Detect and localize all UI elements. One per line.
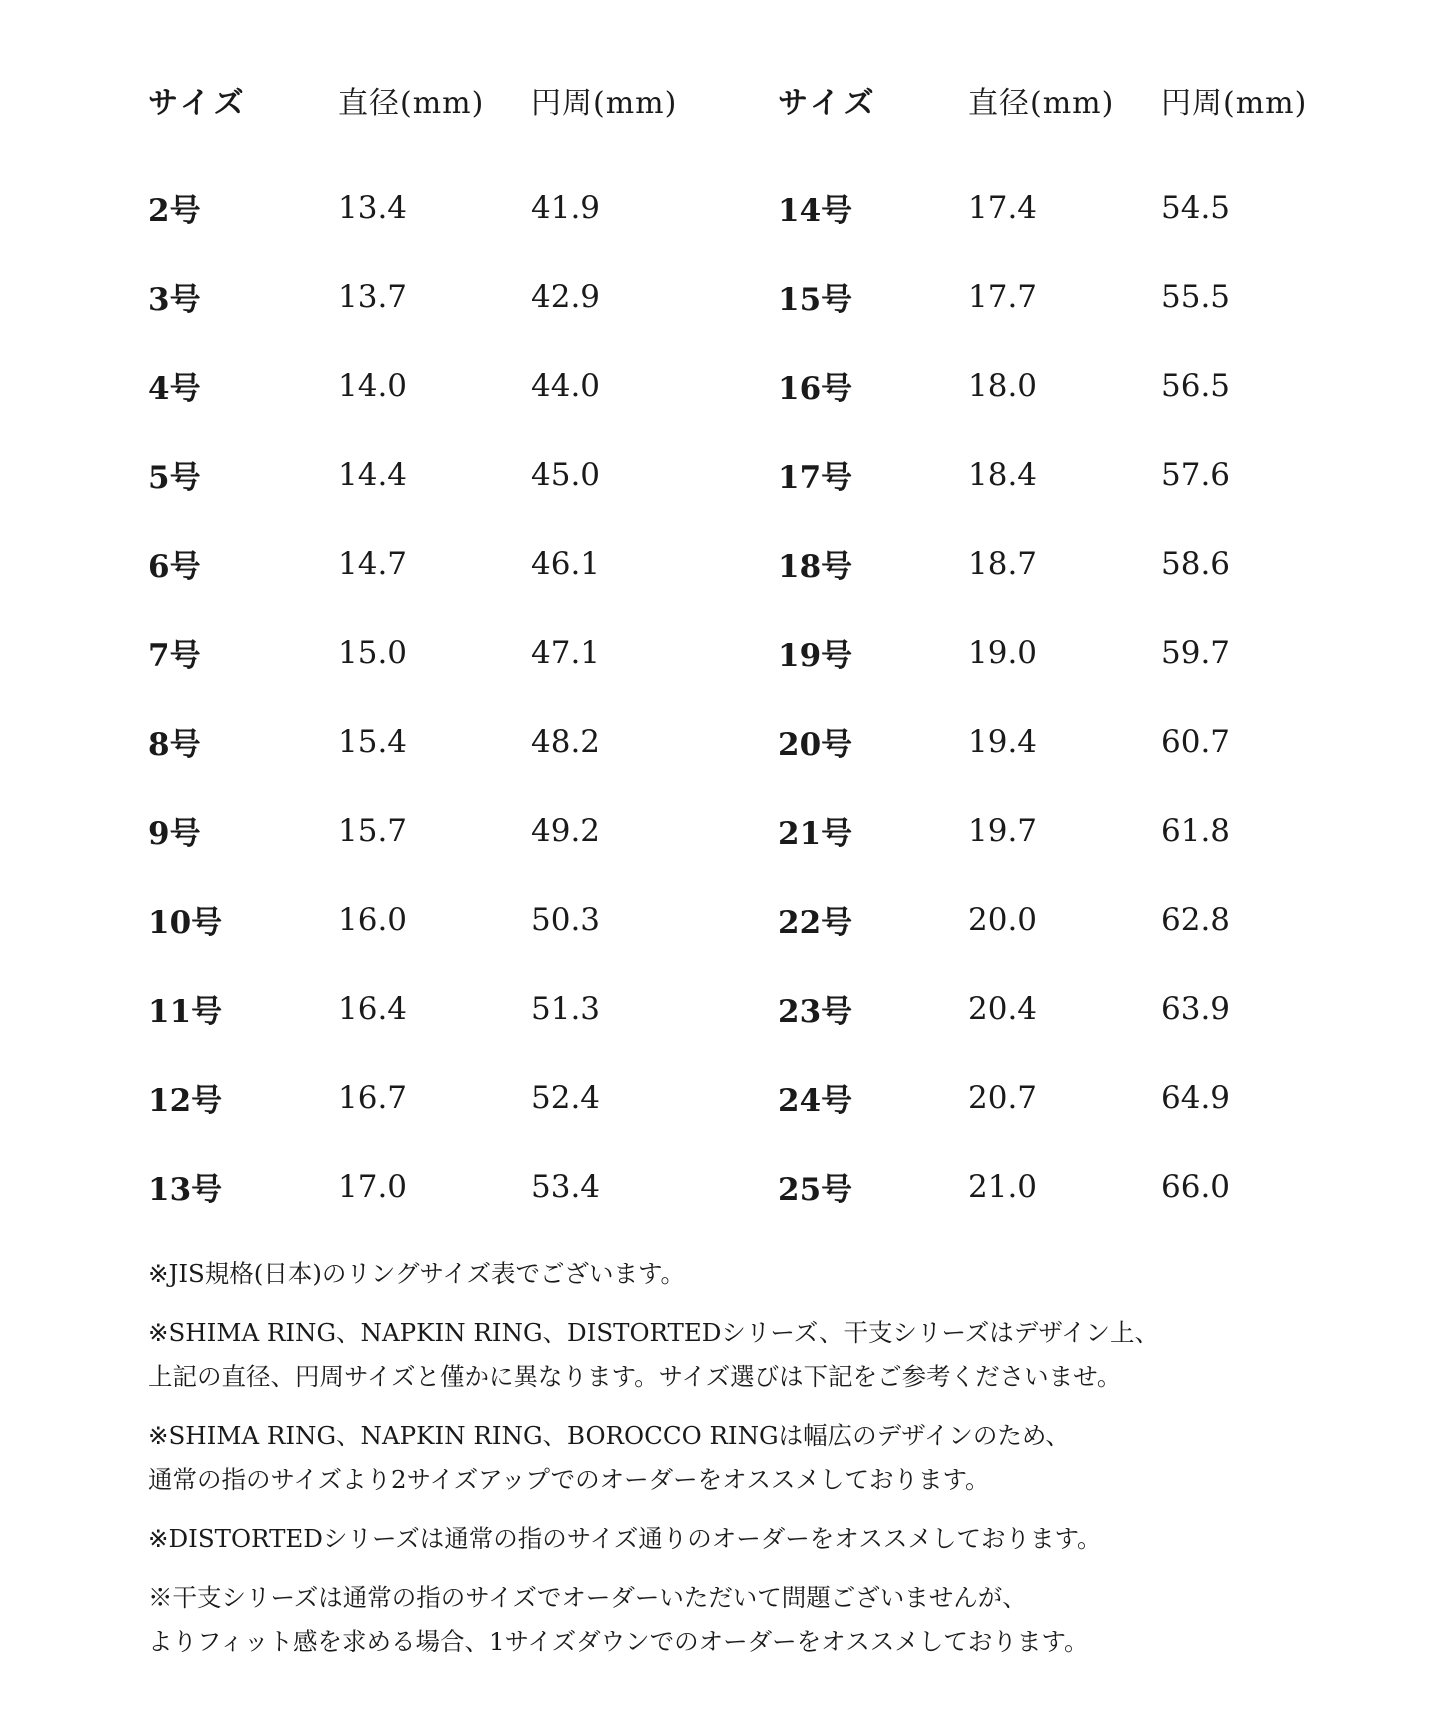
table-row — [778, 252, 1378, 341]
circumference-cell: 59.7 — [1161, 634, 1231, 671]
note-paragraph — [148, 1252, 1348, 1296]
circumference-cell: 66.0 — [1161, 1168, 1231, 1205]
header-size: サイズ — [148, 86, 248, 121]
table-row — [148, 875, 748, 964]
size-cell: 2号 — [148, 193, 201, 229]
diameter-cell: 18.7 — [968, 545, 1038, 582]
circumference-cell: 51.3 — [531, 990, 601, 1027]
table-row — [778, 163, 1378, 252]
diameter-cell: 17.0 — [338, 1168, 408, 1205]
table-header-right — [778, 74, 1378, 126]
diameter-cell: 18.4 — [968, 456, 1038, 493]
diameter-cell: 17.4 — [968, 189, 1038, 226]
table-row — [778, 430, 1378, 519]
table-row — [148, 519, 748, 608]
size-table-left — [148, 74, 748, 1231]
circumference-cell: 50.3 — [531, 901, 601, 938]
note-line: 通常の指のサイズより2サイズアップでのオーダーをオススメしております。 — [148, 1465, 990, 1494]
circumference-cell: 61.8 — [1161, 812, 1231, 849]
table-row — [148, 341, 748, 430]
diameter-cell: 14.7 — [338, 545, 408, 582]
size-cell: 8号 — [148, 727, 201, 763]
size-cell: 21号 — [778, 816, 853, 852]
size-cell: 22号 — [778, 905, 853, 941]
table-row — [148, 786, 748, 875]
note-line: ※JIS規格(日本)のリングサイズ表でございます。 — [148, 1259, 686, 1288]
circumference-cell: 57.6 — [1161, 456, 1231, 493]
size-cell: 7号 — [148, 638, 201, 674]
table-row — [148, 252, 748, 341]
size-table-right — [778, 74, 1378, 1231]
circumference-cell: 48.2 — [531, 723, 601, 760]
table-row — [148, 608, 748, 697]
circumference-cell: 56.5 — [1161, 367, 1231, 404]
diameter-cell: 13.7 — [338, 278, 408, 315]
diameter-cell: 15.4 — [338, 723, 408, 760]
circumference-cell: 52.4 — [531, 1079, 601, 1116]
diameter-cell: 18.0 — [968, 367, 1038, 404]
circumference-cell: 44.0 — [531, 367, 601, 404]
table-row — [778, 1053, 1378, 1142]
size-cell: 3号 — [148, 282, 201, 318]
table-row — [148, 964, 748, 1053]
diameter-cell: 20.4 — [968, 990, 1038, 1027]
table-row — [148, 697, 748, 786]
table-row — [148, 163, 748, 252]
notes-section — [148, 1252, 1348, 1679]
circumference-cell: 64.9 — [1161, 1079, 1231, 1116]
size-cell: 17号 — [778, 460, 853, 496]
circumference-cell: 45.0 — [531, 456, 601, 493]
table-header-left — [148, 74, 748, 126]
table-row — [148, 1142, 748, 1231]
diameter-cell: 19.4 — [968, 723, 1038, 760]
note-line: ※DISTORTEDシリーズは通常の指のサイズ通りのオーダーをオススメしております。 — [148, 1524, 1102, 1553]
circumference-cell: 49.2 — [531, 812, 601, 849]
diameter-cell: 19.0 — [968, 634, 1038, 671]
size-cell: 18号 — [778, 549, 853, 585]
diameter-cell: 20.0 — [968, 901, 1038, 938]
diameter-cell: 21.0 — [968, 1168, 1038, 1205]
size-cell: 4号 — [148, 371, 201, 407]
table-row — [148, 430, 748, 519]
table-row — [148, 1053, 748, 1142]
table-row — [778, 519, 1378, 608]
diameter-cell: 20.7 — [968, 1079, 1038, 1116]
size-cell: 12号 — [148, 1083, 223, 1119]
note-line: ※SHIMA RING、NAPKIN RING、BOROCCO RINGは幅広のデザインのため、 — [148, 1421, 1070, 1450]
diameter-cell: 17.7 — [968, 278, 1038, 315]
diameter-cell: 16.7 — [338, 1079, 408, 1116]
diameter-cell: 15.0 — [338, 634, 408, 671]
note-line: よりフィット感を求める場合、1サイズダウンでのオーダーをオススメしております。 — [148, 1627, 1089, 1656]
diameter-cell: 16.0 — [338, 901, 408, 938]
circumference-cell: 42.9 — [531, 278, 601, 315]
diameter-cell: 16.4 — [338, 990, 408, 1027]
note-line: 上記の直径、円周サイズと僅かに異なります。サイズ選びは下記をご参考くださいませ。 — [148, 1362, 1122, 1391]
size-cell: 20号 — [778, 727, 853, 763]
table-row — [778, 786, 1378, 875]
circumference-cell: 63.9 — [1161, 990, 1231, 1027]
note-line: ※SHIMA RING、NAPKIN RING、DISTORTEDシリーズ、干支シリーズはデザイン上、 — [148, 1318, 1159, 1347]
circumference-cell: 62.8 — [1161, 901, 1231, 938]
circumference-cell: 46.1 — [531, 545, 601, 582]
size-cell: 25号 — [778, 1172, 853, 1208]
note-line: ※干支シリーズは通常の指のサイズでオーダーいただいて問題ございませんが、 — [148, 1583, 1027, 1612]
size-cell: 11号 — [148, 994, 223, 1030]
header-size: サイズ — [778, 86, 878, 121]
table-row — [778, 341, 1378, 430]
size-cell: 15号 — [778, 282, 853, 318]
table-row — [778, 1142, 1378, 1231]
diameter-cell: 13.4 — [338, 189, 408, 226]
header-circumference: 円周(mm) — [1161, 86, 1308, 121]
circumference-cell: 41.9 — [531, 189, 601, 226]
size-cell: 13号 — [148, 1172, 223, 1208]
size-cell: 16号 — [778, 371, 853, 407]
size-cell: 23号 — [778, 994, 853, 1030]
table-row — [778, 697, 1378, 786]
table-row — [778, 608, 1378, 697]
circumference-cell: 60.7 — [1161, 723, 1231, 760]
diameter-cell: 15.7 — [338, 812, 408, 849]
diameter-cell: 14.4 — [338, 456, 408, 493]
header-diameter: 直径(mm) — [968, 86, 1115, 121]
circumference-cell: 53.4 — [531, 1168, 601, 1205]
size-cell: 10号 — [148, 905, 223, 941]
table-body-right — [778, 163, 1378, 1231]
size-cell: 5号 — [148, 460, 201, 496]
note-paragraph — [148, 1414, 1348, 1502]
note-paragraph — [148, 1517, 1348, 1561]
size-cell: 9号 — [148, 816, 201, 852]
header-circumference: 円周(mm) — [531, 86, 678, 121]
size-cell: 24号 — [778, 1083, 853, 1119]
size-cell: 19号 — [778, 638, 853, 674]
note-paragraph — [148, 1576, 1348, 1664]
header-diameter: 直径(mm) — [338, 86, 485, 121]
table-body-left — [148, 163, 748, 1231]
note-paragraph — [148, 1311, 1348, 1399]
circumference-cell: 54.5 — [1161, 189, 1231, 226]
diameter-cell: 19.7 — [968, 812, 1038, 849]
circumference-cell: 47.1 — [531, 634, 601, 671]
table-row — [778, 964, 1378, 1053]
circumference-cell: 55.5 — [1161, 278, 1231, 315]
size-cell: 6号 — [148, 549, 201, 585]
table-row — [778, 875, 1378, 964]
diameter-cell: 14.0 — [338, 367, 408, 404]
circumference-cell: 58.6 — [1161, 545, 1231, 582]
size-cell: 14号 — [778, 193, 853, 229]
